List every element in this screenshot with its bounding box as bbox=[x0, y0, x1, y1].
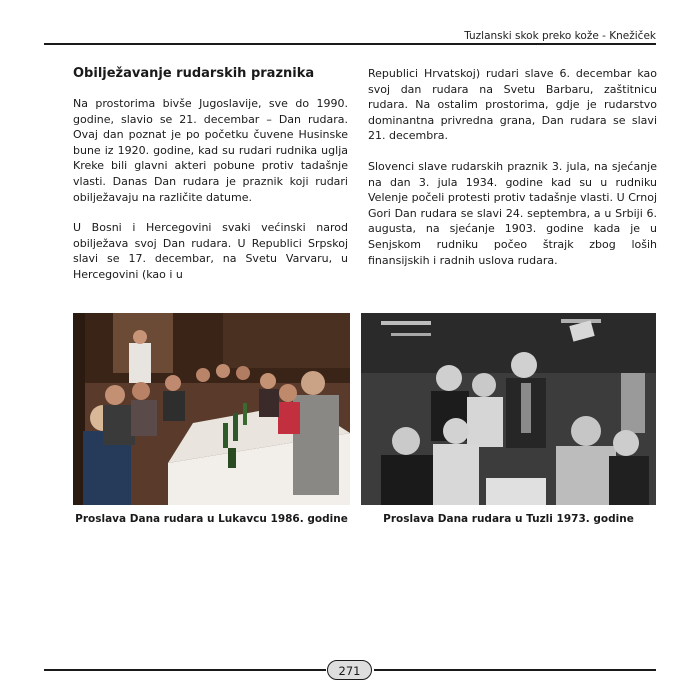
photo-caption: Proslava Dana rudara u Tuzli 1973. godine bbox=[383, 513, 634, 525]
section-title: Obilježavanje rudarskih praznika bbox=[73, 66, 315, 81]
paragraph: U Bosni i Hercegovini svaki većinski narod obilježava svoj Dan rudara. U Republici Srpskoj slavi se 17. decembar, na Svetu Varvaru, u Hercegovini (kao i u bbox=[73, 221, 348, 281]
paragraph: Republici Hrvatskoj) rudari slave 6. decembar kao svoj dan rudara na Svetu Barbaru, zaštitnicu rudara. Na ostalim prostorima, gdje je rudarstvo dominantna privredna grana, Dan rudara se slavi 21. decembra. bbox=[368, 67, 657, 143]
page-number: 271 bbox=[327, 660, 372, 680]
running-header: Tuzlanski skok preko kože - Knežiček bbox=[464, 30, 656, 42]
text-column-left bbox=[73, 66, 348, 298]
photo-tuzla-1973 bbox=[361, 313, 656, 505]
footer-rule bbox=[44, 669, 326, 671]
text-column-right bbox=[368, 66, 657, 283]
paragraph: Na prostorima bivše Jugoslavije, sve do 1990. godine, slavio se 21. decembar – Dan rudara. Ovaj dan poznat je po početku čuvene Husinske bune iz 1920. godine, kad su rudari rudnika uglja Kreke bili glavni akteri pobune protiv tadašnje vlasti. Danas Dan rudara je praznik koji rudari obilježavaju na različite datume. bbox=[73, 97, 348, 204]
footer-rule bbox=[374, 669, 656, 671]
photo-caption: Proslava Dana rudara u Lukavcu 1986. godine bbox=[75, 513, 348, 525]
photo-lukavac-1986 bbox=[73, 313, 350, 505]
paragraph: Slovenci slave rudarskih praznik 3. jula, na sjećanje na dan 3. jula 1934. godine kad su u rudniku Velenje počeli protesti protiv tadašnje vlasti. U Crnoj Gori Dan rudara se slavi 24. septembra, a u Srbiji 6. augusta, na sjećanje 1903. godine kada je u Senjskom rudniku počeo štrajk zbog loših finansijskih i radnih uslova rudara. bbox=[368, 159, 657, 267]
header-rule bbox=[44, 43, 656, 45]
